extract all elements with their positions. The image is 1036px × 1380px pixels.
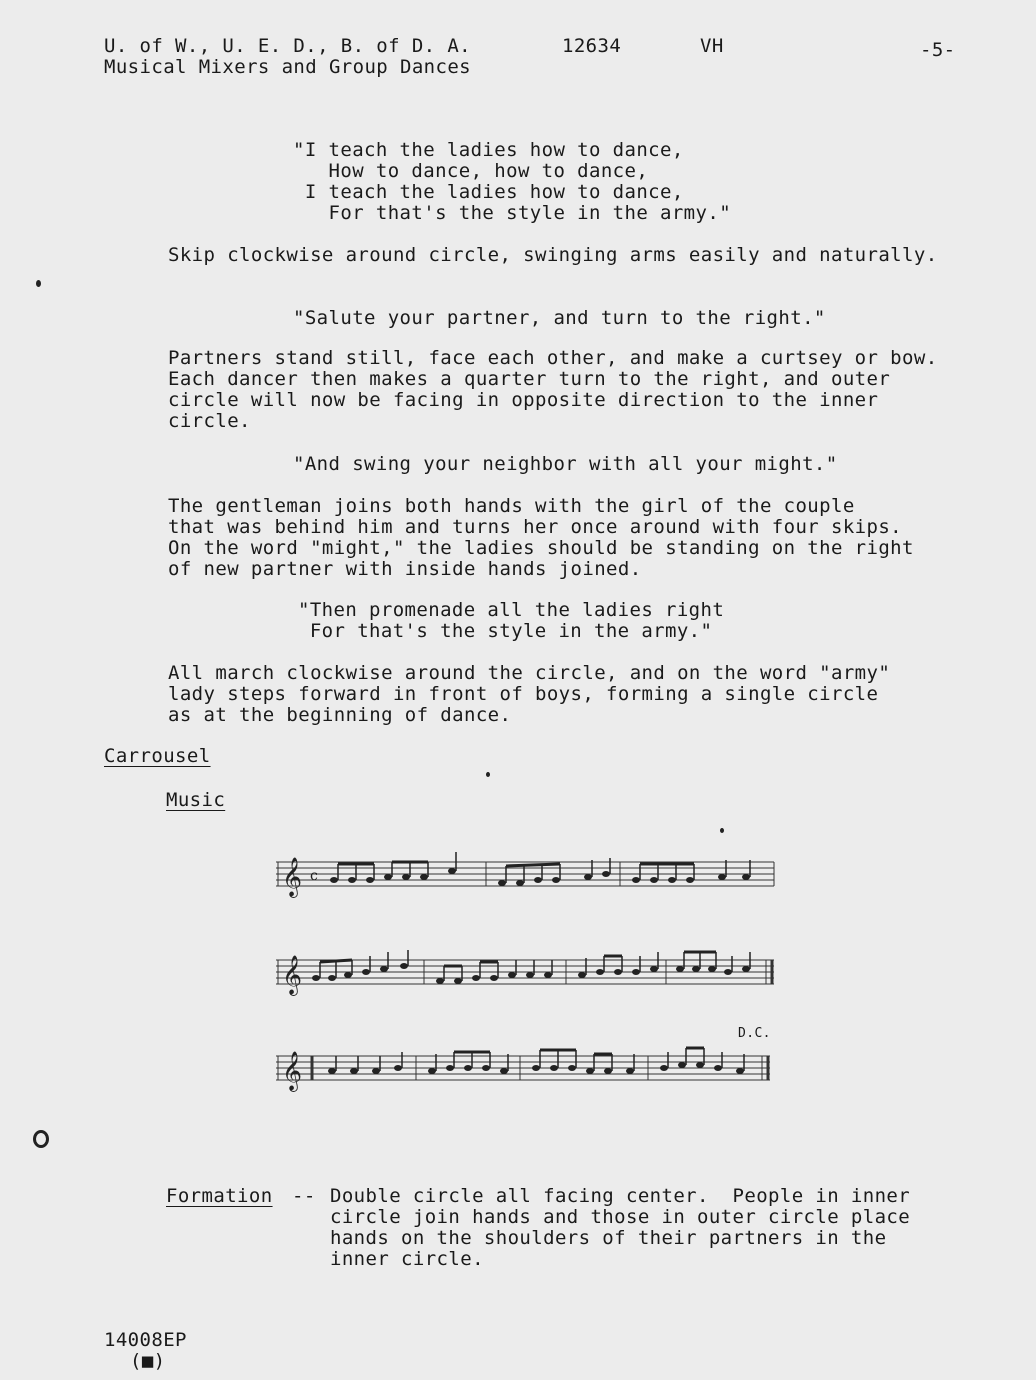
verse4-line: "Then promenade all the ladies right [298,599,725,621]
formation-dash: -- [292,1185,316,1207]
verse1-line: I teach the ladies how to dance, [293,181,684,203]
para3-line: that was behind him and turns her once around with four skips. [168,516,903,538]
call-swing: "And swing your neighbor with all your might." [293,453,838,475]
scan-speck [36,280,41,287]
header-subtitle: Musical Mixers and Group Dances [104,56,472,78]
formation-line: hands on the shoulders of their partners in the [330,1227,887,1249]
formation-label: Formation [166,1185,273,1207]
footer-mark: (■) [130,1350,166,1372]
verse1-line: For that's the style in the army." [293,202,732,224]
section-title-carrousel: Carrousel [104,745,211,767]
formation-line: Double circle all facing center. People in inner [330,1185,911,1207]
para2-line: circle will now be facing in opposite direction to the inner [168,389,879,411]
scan-speck [720,828,724,833]
page-number: -5- [920,39,956,61]
svg-text:𝄞: 𝄞 [282,1051,303,1091]
para4-line: All march clockwise around the circle, and on the word "army" [168,662,891,684]
formation-line: circle join hands and those in outer circle place [330,1206,911,1228]
footer-code: 14008EP [104,1329,187,1351]
para3-line: The gentleman joins both hands with the girl of the couple [168,495,855,517]
music-staff-3 [276,1042,776,1094]
para2-line: Each dancer then makes a quarter turn to the right, and outer [168,368,891,390]
dc-marking: D.C. [738,1026,771,1041]
music-staff-1 [276,850,776,900]
scan-speck [486,772,490,777]
music-staff-2 [276,946,776,998]
svg-text:c: c [310,868,318,884]
verse4-line: For that's the style in the army." [298,620,713,642]
formation-line: inner circle. [330,1248,484,1270]
svg-text:𝄞: 𝄞 [282,857,303,897]
svg-text:𝄞: 𝄞 [282,955,303,995]
para3-line: On the word "might," the ladies should be standing on the right [168,537,914,559]
scan-speck [33,1130,49,1148]
header-code: 12634 [562,35,622,57]
para2-line: circle. [168,410,251,432]
verse1-line: How to dance, how to dance, [293,160,649,182]
para3-line: of new partner with inside hands joined. [168,558,642,580]
music-label: Music [166,789,226,811]
call-salute: "Salute your partner, and turn to the right." [293,307,826,329]
header-org: U. of W., U. E. D., B. of D. A. [104,35,472,57]
header-initials: VH [700,35,724,57]
para2-line: Partners stand still, face each other, and make a curtsey or bow. [168,347,938,369]
para4-line: as at the beginning of dance. [168,704,512,726]
paragraph-skip: Skip clockwise around circle, swinging arms easily and naturally. [168,244,938,266]
para4-line: lady steps forward in front of boys, forming a single circle [168,683,879,705]
verse1-line: "I teach the ladies how to dance, [293,139,684,161]
